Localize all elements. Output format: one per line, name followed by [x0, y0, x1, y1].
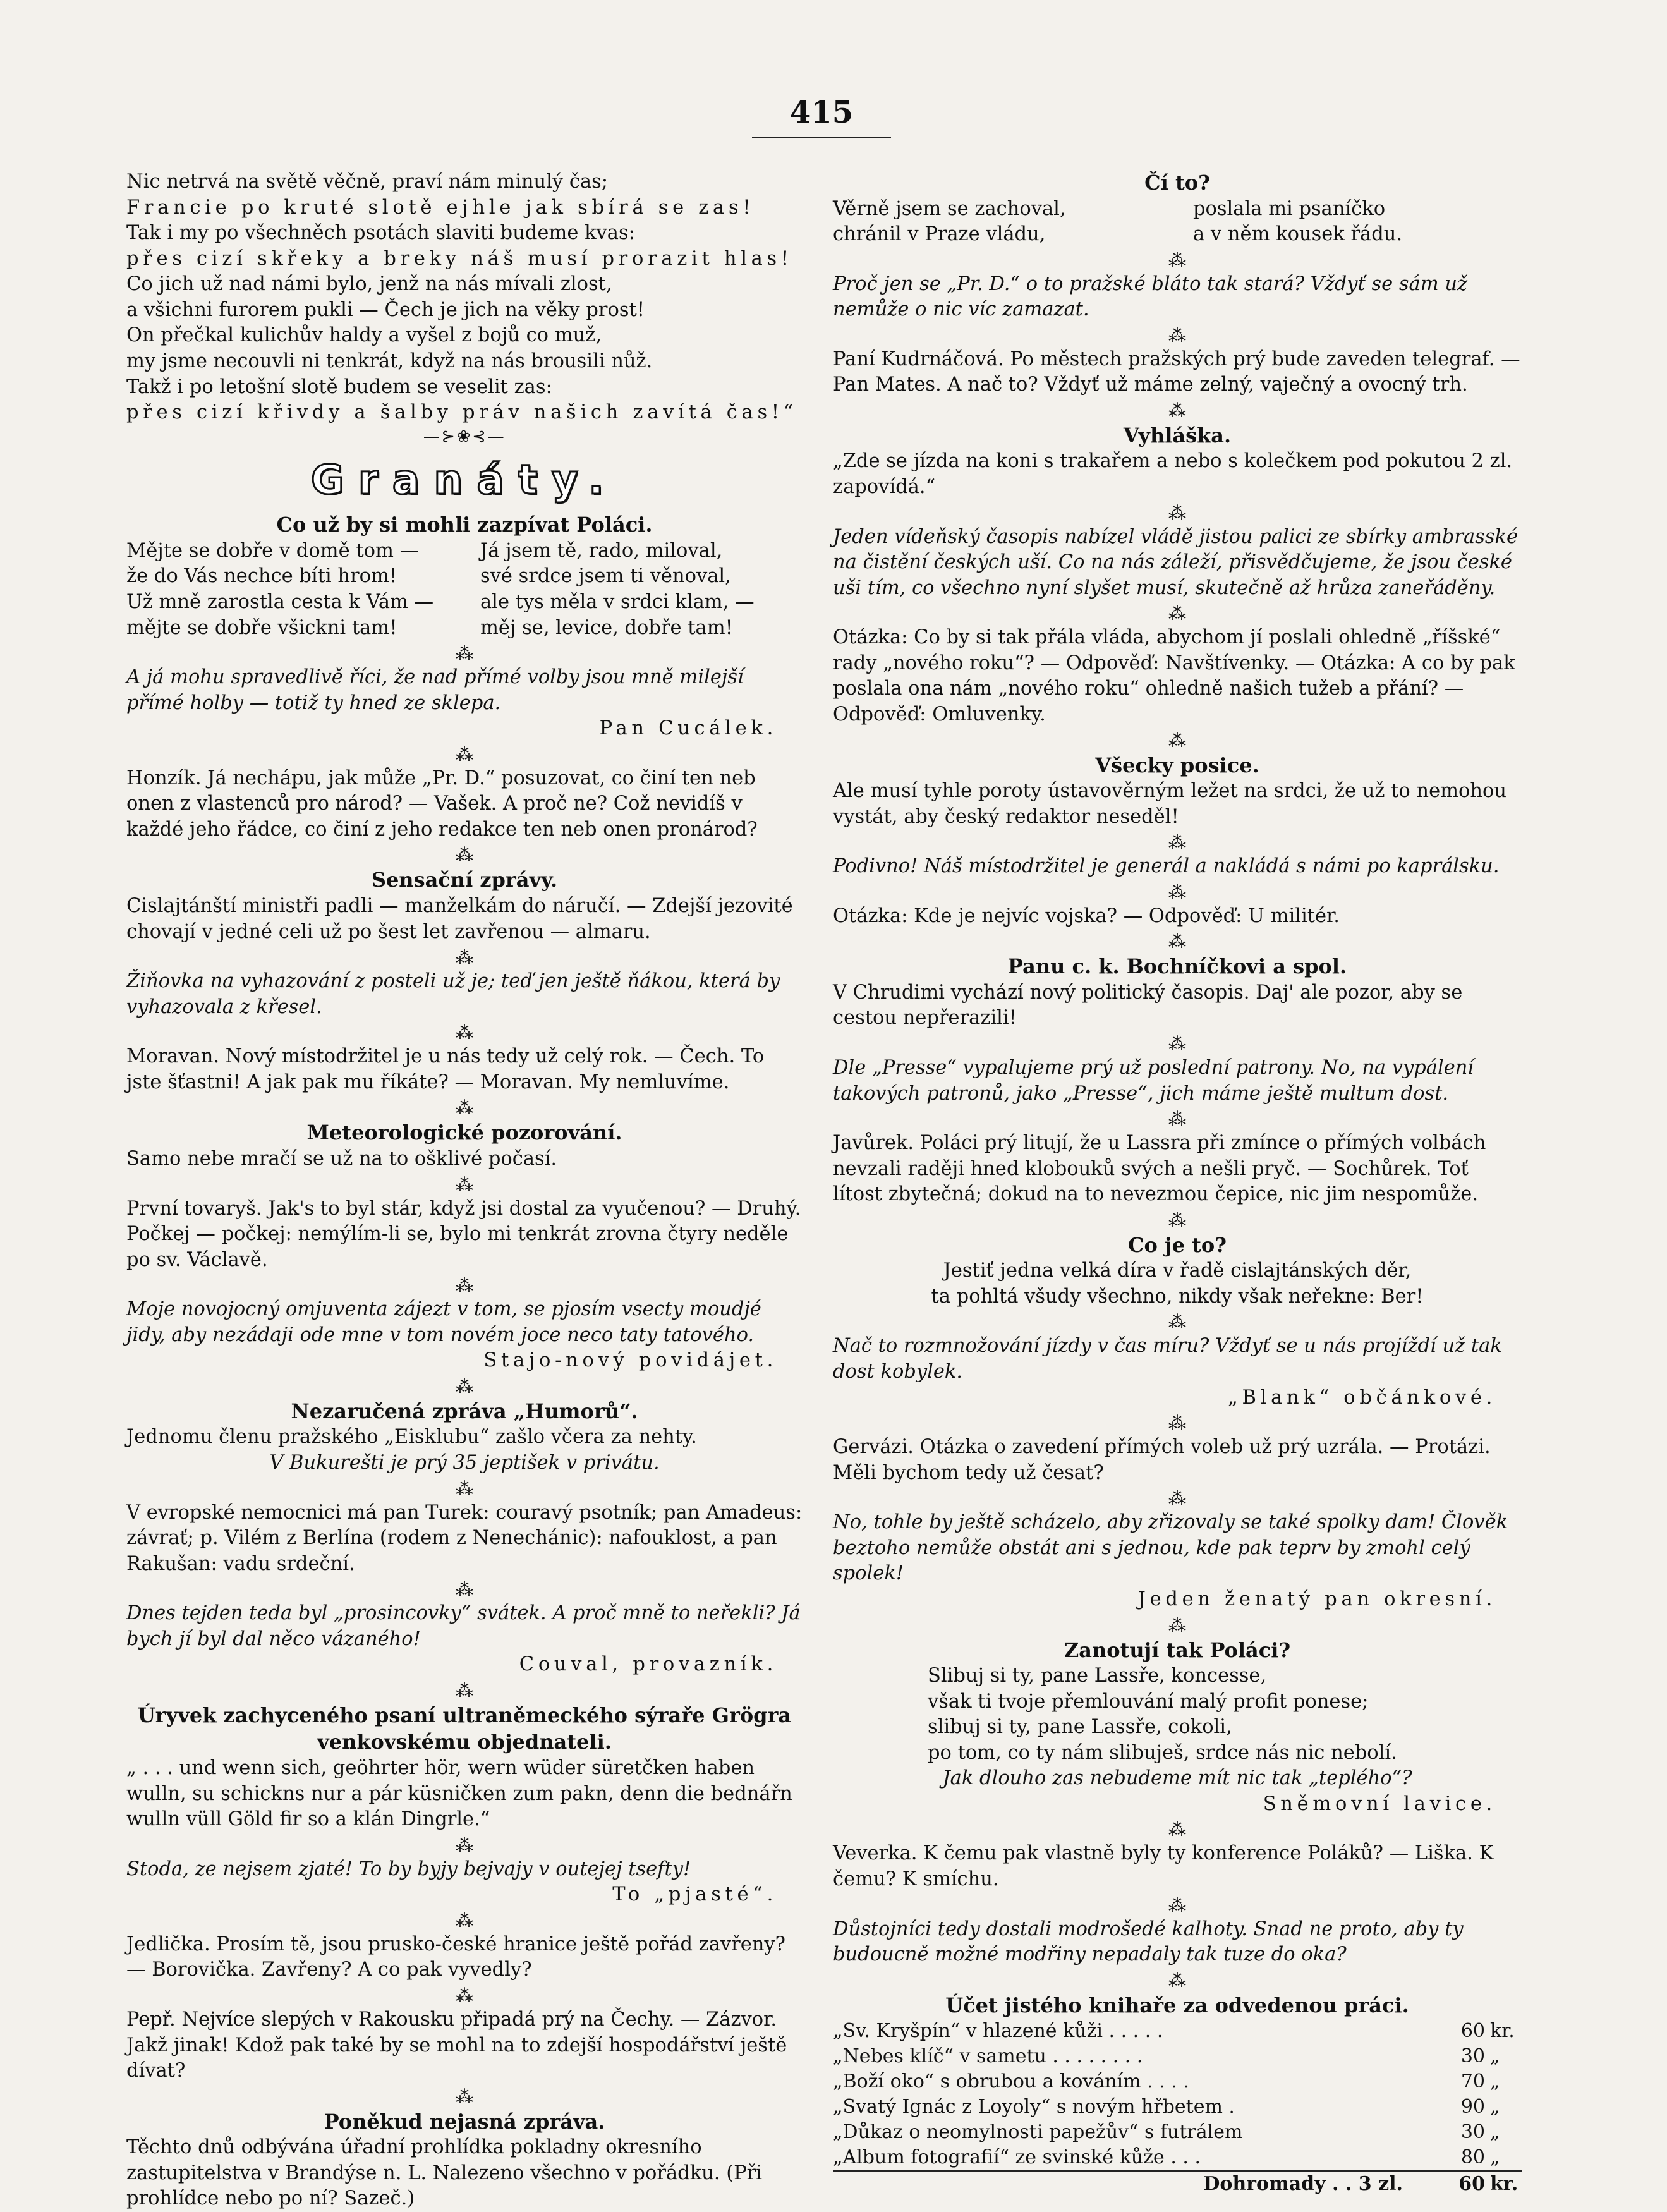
verse-line: chránil v Praze vládu, [833, 223, 1046, 246]
heading-co-je-to: Co je to? [1128, 1232, 1227, 1257]
paragraph-uryvek: „ . . . und wenn sich, geöhrter hör, wern wüder süretčken haben wulln, su schickns nur a pár küsničken zum pakn, denn die bednářn wulln vüll Göld fir so a klán Dingrle.“ [126, 1757, 792, 1831]
paragraph-prosincovky: Dnes tejden teda byl „prosincovky“ svátek. A proč mně to neřekli? Já bych jí byl dal něco vázaného! [126, 1602, 801, 1650]
asterism: ⁂ [1168, 1894, 1186, 1916]
signature: Sněmovní lavice. [1263, 1792, 1496, 1815]
bookbinder-bill [833, 2019, 1522, 2196]
verse-line: však ti tvoje přemlouvání malý profit ponese; [928, 1690, 1369, 1713]
asterism: ⁂ [1168, 1969, 1186, 1991]
paragraph-gervazi: Gervázi. Otázka o zavedení přímých voleb už prý uzrála. — Protázi. Měli bychom tedy už česat? [833, 1436, 1491, 1484]
signature: Couval, provazník. [519, 1653, 777, 1676]
poem-line: Tak i my po všechněch psotách slaviti budeme kvas: [126, 222, 635, 245]
heading-ponekud: Poněkud nejasná zpráva. [324, 2109, 605, 2134]
paragraph-veverka: Veverka. K čemu pak vlastně byly ty konference Poláků? — Liška. K čemu? K smíchu. [833, 1842, 1494, 1891]
asterism: ⁂ [1168, 1109, 1186, 1130]
bill-amount: 80 [1460, 2146, 1485, 2168]
paragraph-podivno: Podivno! Náš místodržitel je generál a nakládá s námi po kaprálsku. [833, 855, 1500, 878]
verse-line: Už mně zarostla cesta k Vám — [126, 590, 434, 613]
asterism: ⁂ [456, 947, 473, 968]
paragraph-teplo: Jak dlouho zas nebudeme mít nic tak „teplého“? [942, 1767, 1412, 1790]
verse-line: Jestiť jedna velká díra v řadě cislajtánských děr, [943, 1260, 1412, 1282]
bill-unit: „ [1490, 2146, 1500, 2168]
asterism: ⁂ [456, 1478, 473, 1499]
asterism: ⁂ [1168, 603, 1186, 624]
verse-line: po tom, co ty nám slibuješ, srdce nás nic nebolí. [928, 1741, 1397, 1764]
bill-item: „Boží oko“ s obrubou a kováním . . . . [833, 2070, 1189, 2093]
bill-item: „Album fotografií“ ze svinské kůže . . . [833, 2146, 1201, 2168]
heading-uryvek: Úryvek zachyceného psaní ultraněmeckého sýraře Grögra venkovskému objednateli. [137, 1703, 792, 1754]
asterism: ⁂ [456, 1022, 473, 1043]
heading-meteo: Meteorologické pozorování. [306, 1121, 622, 1145]
paragraph-ponekud: Těchto dnů odbývána úřadní prohlídka pokladny okresního zastupitelstva v Brandýse n. L. Nalezeno všechno v pořádku. (Při prohlídce nebo po ní? Sazeč.) [126, 2136, 762, 2210]
verse-line: slibuj si ty, pane Lassře, cokoli, [928, 1716, 1232, 1739]
paragraph-honzik: Honzík. Já nechápu, jak může „Pr. D.“ posuzovat, co činí ten neb onen z vlastenců pro národ? — Vašek. A proč ne? Což nevidíš v každé jeho řádce, co činí z jeho redakce ten neb onen pronárod? [126, 767, 758, 841]
bill-row [833, 2120, 1522, 2145]
bill-amount: 30 [1460, 2045, 1485, 2068]
paragraph-sensacni: Cislajtánští ministři padli — manželkám do náručí. — Zdejší jezovité chovají v jedné celi už po šest let zavřenou — almaru. [126, 895, 793, 943]
bill-item: „Důkaz o neomylnosti papežův“ s futrálem [833, 2120, 1243, 2143]
asterism: ⁂ [456, 1834, 473, 1856]
heading-vyhlaska: Vyhláška. [1123, 423, 1232, 447]
paragraph-posice: Ale musí tyhle poroty ústavověrným ležet na srdci, že už to nemohou vystát, aby český redaktor neseděl! [833, 780, 1507, 828]
paragraph-meteo: Samo nebe mračí se už na to ošklivé počasí. [126, 1147, 557, 1170]
paragraph-nemocnici: V evropské nemocnici má pan Turek: couravý psotník; pan Amadeus: závrať; p. Vilém z Berlína (rodem z Nenechánic): nafouklost, a pan Rakušan: vadu srdeční. [126, 1501, 803, 1575]
bill-total-amount: 60 [1458, 2172, 1485, 2195]
page-number: 415 [752, 95, 891, 138]
asterism: ⁂ [456, 1275, 473, 1296]
asterism: ⁂ [456, 1097, 473, 1119]
asterism: ⁂ [1168, 729, 1186, 751]
bill-item: „Nebes klíč“ v sametu . . . . . . . . [833, 2045, 1143, 2068]
verse-line: Já jsem tě, rado, miloval, [480, 539, 723, 562]
paragraph-javurek: Javůrek. Poláci prý litují, že u Lassra při zmínce o přímých volbách nevzali raději hned klobouků svých a nešli pryč. — Sochůrek. Toť lítost zbytečná; dokud na to nevezmou čepice, nic jim nespomůže. [833, 1132, 1486, 1206]
verse-line: a v něm kousek řádu. [1193, 223, 1403, 246]
heading-sensacni: Sensační zprávy. [371, 868, 558, 892]
poles-verse [126, 538, 803, 641]
bill-row [833, 2094, 1522, 2120]
bill-amount: 70 [1460, 2070, 1485, 2093]
asterism: ⁂ [456, 1984, 473, 2006]
bill-total-label: Dohromady . . 3 zl. [1203, 2172, 1403, 2195]
poem-line: my jsme necouvli ni tenkrát, když na nás brousili nůž. [126, 349, 653, 372]
asterism: ⁂ [456, 2086, 473, 2107]
poem-line: Francie po kruté slotě ejhle jak sbírá se zas! [126, 196, 755, 219]
asterism: ⁂ [456, 1579, 473, 1600]
paragraph-tovarys: První tovaryš. Jak's to byl stár, když jsi dostal za vyučenou? — Druhý. Počkej — počkej: nemýlím-li se, bylo mi tenkrát zrovna čtyry neděle po sv. Václavě. [126, 1197, 801, 1271]
right-column [833, 169, 1522, 2197]
bill-amount: 30 [1460, 2120, 1485, 2143]
bill-row [833, 2044, 1522, 2069]
paragraph-presse: Dle „Presse“ vypalujeme prý už poslední patrony. No, na vypálení takových patronů, jako „Presse“, jich máme ještě multum dost. [833, 1057, 1474, 1105]
paragraph-bochnickovi: V Chrudimi vychází nový politický časopis. Daj' ale pozor, aby se cestou nepřerazili! [833, 981, 1463, 1030]
poem-line: Co jich už nad námi bylo, jenž na nás mívali zlost, [126, 273, 612, 296]
poem-line: Takž i po letošní slotě budem se veselit zas: [126, 375, 552, 398]
paragraph-pepr: Pepř. Nejvíce slepých v Rakousku připadá prý na Čechy. — Zázvor. Jakž jinak! Kdož pak také by se mohl na to zdejší hospodářství ještě dívat? [126, 2008, 787, 2082]
asterism: ⁂ [1168, 1033, 1186, 1054]
poem-line: přes cizí křivdy a šalby práv našich zavítá čas!“ [126, 401, 798, 424]
asterism: ⁂ [1168, 1413, 1186, 1434]
asterism: ⁂ [456, 1174, 473, 1195]
heading-posice: Všecky posice. [1095, 753, 1259, 777]
asterism: ⁂ [1168, 1614, 1186, 1636]
paragraph-otazka-1: Otázka: Co by si tak přála vláda, abychom jí poslali ohledně „říšské“ rady „nového roku“? — Odpověď: Navštívenky. — Otázka: A co by pak poslala ona nám „nového roku“ ohledně našich tužeb a přání? — Odpověď: Omluvenky. [833, 626, 1515, 726]
bill-total-row [833, 2171, 1522, 2197]
signature: „Blank“ občánkové. [1228, 1386, 1496, 1409]
asterism: ⁂ [1168, 1311, 1186, 1333]
paragraph-novojocny: Moje novojocný omjuventa zájezt v tom, se pjosím vsecty moudjé jidy, aby nezádaji ode mne v tom novém joce neco taty tatového. [126, 1298, 761, 1346]
bill-row [833, 2145, 1522, 2171]
bill-item: „Sv. Kryšpín“ v hlazené kůži . . . . . [833, 2020, 1163, 2043]
bill-unit: „ [1490, 2095, 1500, 2118]
signature: To „pjasté“. [612, 1883, 777, 1906]
asterism: ⁂ [1168, 931, 1186, 952]
signature: Jeden ženatý pan okresní. [1137, 1588, 1496, 1610]
paragraph-jizdy: Nač to rozmnožování jízdy v čas míru? Vždyť se u nás projíždí už tak dost kobylek. [833, 1335, 1502, 1383]
paragraph-proc-jen: Proč jen se „Pr. D.“ o to pražské bláto tak stará? Vždyť se sám už nemůže o nic víc zamazat. [833, 272, 1468, 321]
asterism: ⁂ [1168, 399, 1186, 421]
asterism: ⁂ [456, 844, 473, 866]
asterism: ⁂ [456, 1679, 473, 1701]
bill-unit: „ [1490, 2120, 1500, 2143]
asterism: ⁂ [456, 1909, 473, 1931]
paragraph-otazka-2: Otázka: Kde je nejvíc vojska? — Odpověď: U militér. [833, 904, 1340, 927]
asterism: ⁂ [456, 643, 473, 664]
verse-line: že do Vás nechce bíti hrom! [126, 565, 397, 588]
bill-unit: kr. [1490, 2020, 1515, 2043]
verse-line: své srdce jsem ti věnoval, [480, 565, 731, 588]
bill-item: „Svatý Ignác z Loyoly“ s novým hřbetem . [833, 2095, 1235, 2118]
asterism: ⁂ [1168, 502, 1186, 523]
asterism: ⁂ [456, 1375, 473, 1397]
asterism: ⁂ [1168, 1488, 1186, 1509]
asterism: ⁂ [1168, 249, 1186, 270]
signature: Stajo-nový povidájet. [483, 1349, 777, 1372]
paragraph-kudrnacova: Paní Kudrnáčová. Po městech pražských prý bude zaveden telegraf. — Pan Mates. A nač to? Vždyť už máme zelný, vaječný a ovocný trh. [833, 348, 1520, 396]
verse-line: ta pohltá všudy všechno, nikdy však neřekne: Ber! [931, 1285, 1424, 1308]
verse-line: mějte se dobře všickni tam! [126, 616, 397, 639]
paragraph-bukurest: V Bukurešti je prý 35 jeptišek v privátu. [269, 1452, 660, 1474]
heading-humoru: Nezaručená zpráva „Humorů“. [291, 1399, 638, 1423]
paragraph-volby: A já mohu spravedlivě říci, že nad přímé volby jsou mně milejší přímé holby — totiž ty hned ze sklepa. [126, 666, 744, 714]
zanotuji-verse [833, 1663, 1522, 1766]
verse-line: ale tys měla v srdci klam, — [480, 590, 755, 613]
ornament-divider: —⊱❀⊰— [423, 427, 506, 446]
paragraph-humoru: Jednomu členu pražského „Eisklubu“ zašlo včera za nehty. [126, 1426, 697, 1449]
bill-amount: 90 [1460, 2095, 1485, 2118]
left-column [126, 169, 803, 2212]
paragraph-vyhlaska: „Zde se jízda na koni s trakařem a nebo s kolečkem pod pokutou 2 zl. zapovídá.“ [833, 450, 1513, 499]
paragraph-stoda: Stoda, ze nejsem zjaté! To by byjy bejvajy v outejej tsefty! [126, 1857, 691, 1880]
heading-bochnickovi: Panu c. k. Bochníčkovi a spol. [1007, 954, 1347, 979]
ci-to-verse [833, 197, 1522, 248]
verse-line: Slibuj si ty, pane Lassře, koncesse, [928, 1665, 1267, 1687]
bill-unit: „ [1490, 2045, 1500, 2068]
paragraph-videnky: Jeden vídeňský časopis nabízel vládě jistou palici ze sbírky ambrasské na čistění českých uší. Co na nás záleží, přisvědčujeme, že jsou české uši tím, co všechno nyní slyšet musí, skutečně až hrůza zaneřáděny. [833, 525, 1518, 599]
bill-row [833, 2069, 1522, 2094]
verse-line: poslala mi psaníčko [1193, 197, 1386, 220]
heading-ci-to: Čí to? [1144, 171, 1210, 195]
paragraph-jedlicka: Jedlička. Prosím tě, jsou prusko-české hranice ještě pořád zavřeny? — Borovička. Zavřeny? A co pak vyvedly? [126, 1933, 786, 1981]
asterism: ⁂ [456, 743, 473, 765]
asterism: ⁂ [1168, 881, 1186, 902]
asterism: ⁂ [1168, 832, 1186, 853]
bill-amount: 60 [1460, 2020, 1485, 2043]
paragraph-spolky: No, tohle by ještě scházelo, aby zřizovaly se také spolky dam! Člověk beztoho nemůže obstát ani s jednou, kde pak teprv by zmohl celý spolek! [833, 1511, 1508, 1585]
heading-ucet: Účet jistého knihaře za odvedenou práci. [945, 1993, 1409, 2017]
asterism: ⁂ [1168, 1209, 1186, 1231]
poem-line: přes cizí skřeky a breky náš musí prorazit hlas! [126, 247, 793, 270]
heading-zanotuji: Zanotují tak Poláci? [1064, 1638, 1291, 1662]
signature: Pan Cucálek. [599, 717, 777, 740]
paragraph-zinovka: Žiňovka na vyhazování z posteli už je; teď jen ještě ňákou, která by vyhazovala z křesel. [126, 970, 780, 1018]
opening-poem [126, 169, 803, 426]
verse-line: Mějte se dobře v domě tom — [126, 539, 420, 562]
poem-line: Nic netrvá na světě věčně, praví nám minulý čas; [126, 171, 609, 193]
bill-unit: „ [1490, 2070, 1500, 2093]
verse-line: měj se, levice, dobře tam! [480, 616, 733, 639]
section-title-granaty: Granáty. [311, 457, 618, 504]
poem-line: a všichni furorem pukli — Čech je jich na věky prost! [126, 298, 645, 321]
paragraph-dustojnici: Důstojníci tedy dostali modrošedé kalhoty. Snad ne proto, aby ty budoucně možné modřiny nepadaly tak tuze do oka? [833, 1917, 1464, 1966]
poem-line: On přečkal kulichův haldy a vyšel z bojů co muž, [126, 324, 602, 347]
verse-line: Věrně jsem se zachoval, [833, 197, 1066, 220]
bill-row [833, 2019, 1522, 2044]
asterism: ⁂ [1168, 324, 1186, 346]
bill-total-unit: kr. [1490, 2172, 1518, 2195]
asterism: ⁂ [1168, 1819, 1186, 1840]
heading-poles: Co už by si mohli zazpívat Poláci. [276, 513, 653, 537]
paragraph-moravan: Moravan. Nový místodržitel je u nás tedy už celý rok. — Čech. To jste šťastni! A jak pak mu říkáte? — Moravan. My nemluvíme. [126, 1045, 765, 1093]
